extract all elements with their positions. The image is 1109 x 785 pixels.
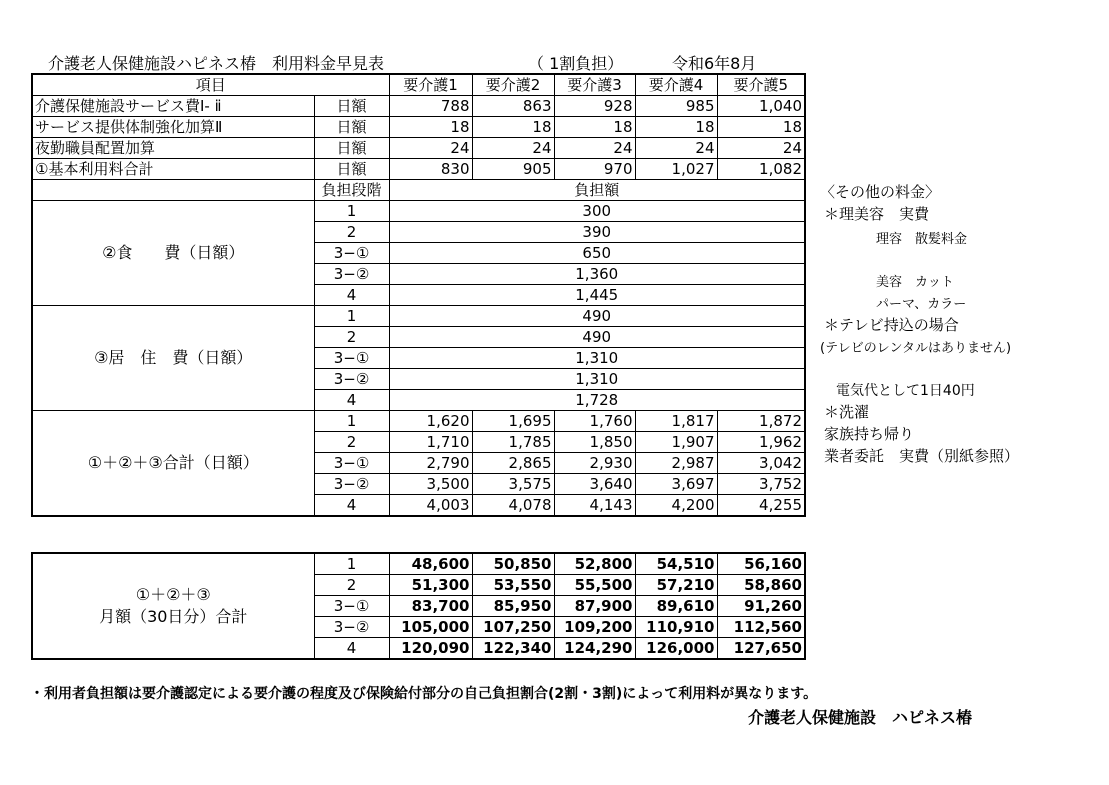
daily-total-value: 2,865 [472,453,554,474]
daily-total-value: 2,790 [389,453,472,474]
daily-total-value: 4,200 [635,495,717,517]
page-title: 介護老人保健施設ハピネス椿 利用料金早見表 [48,54,385,73]
burden-stage: 3−② [314,264,389,285]
monthly-total-value: 55,500 [554,575,635,596]
daily-total-value: 1,620 [389,411,472,432]
service-value: 18 [554,117,635,138]
service-row [32,96,805,117]
service-name: 介護保健施設サービス費Ⅰ- ⅱ [32,96,314,117]
barber-fee: 理容 散髪料金 [876,232,968,247]
service-value: 970 [554,159,635,180]
food-amount: 1,360 [389,264,805,285]
service-name: 夜勤職員配置加算 [32,138,314,159]
service-unit: 日額 [314,96,389,117]
daily-total-value: 1,907 [635,432,717,453]
service-row [32,159,805,180]
food-label: ②食 費（日額） [32,201,314,306]
header-level: 要介護2 [472,74,554,96]
service-value: 1,040 [717,96,805,117]
burden-stage: 2 [314,222,389,243]
service-value: 24 [472,138,554,159]
monthly-total-value: 85,950 [472,596,554,617]
daily-total-value: 4,255 [717,495,805,517]
monthly-total-value: 109,200 [554,617,635,638]
residence-amount: 490 [389,327,805,348]
monthly-total-value: 107,250 [472,617,554,638]
service-row [32,117,805,138]
daily-total-value: 1,850 [554,432,635,453]
monthly-total-value: 112,560 [717,617,805,638]
monthly-total-value: 48,600 [389,553,472,575]
service-value: 24 [389,138,472,159]
monthly-total-value: 56,160 [717,553,805,575]
daily-total-value: 1,760 [554,411,635,432]
monthly-total-value: 83,700 [389,596,472,617]
burden-stage: 3−① [314,453,389,474]
service-name: ①基本利用料合計 [32,159,314,180]
electricity-fee: 電気代として1日40円 [836,383,975,399]
monthly-total-value: 110,910 [635,617,717,638]
daily-total-value: 1,695 [472,411,554,432]
burden-stage: 3−② [314,617,389,638]
burden-stage: 4 [314,638,389,660]
daily-total-value: 3,697 [635,474,717,495]
residence-amount: 1,728 [389,390,805,411]
service-unit: 日額 [314,117,389,138]
burden-stage: 3−① [314,348,389,369]
monthly-total-value: 53,550 [472,575,554,596]
burden-stage: 1 [314,201,389,222]
burden-stage: 3−② [314,369,389,390]
monthly-total-value: 127,650 [717,638,805,660]
monthly-label-line2: 月額（30日分）合計 [99,607,248,626]
daily-total-value: 1,962 [717,432,805,453]
food-amount: 300 [389,201,805,222]
residence-label: ③居 住 費（日額） [32,306,314,411]
service-value: 18 [717,117,805,138]
residence-amount: 1,310 [389,348,805,369]
laundry-fee: ＊洗濯 [824,403,870,421]
daily-total-value: 3,575 [472,474,554,495]
monthly-total-value: 52,800 [554,553,635,575]
burden-stage: 1 [314,306,389,327]
header-level: 要介護3 [554,74,635,96]
laundry-vendor: 業者委託 実費（別紙参照） [824,447,1020,465]
monthly-total-value: 126,000 [635,638,717,660]
tv-note: (テレビのレンタルはありません) [820,341,1012,356]
food-amount: 390 [389,222,805,243]
service-value: 18 [472,117,554,138]
header-level: 要介護1 [389,74,472,96]
daily-total-value: 3,752 [717,474,805,495]
header-item: 項目 [32,74,389,96]
other-fees-heading: 〈その他の料金〉 [820,183,941,201]
service-value: 830 [389,159,472,180]
perm-color-fee: パーマ、カラー [876,297,967,312]
burden-amount-header: 負担額 [389,180,805,201]
burden-stage-header: 負担段階 [314,180,389,201]
monthly-total-value: 87,900 [554,596,635,617]
monthly-total-value: 120,090 [389,638,472,660]
burden-stage: 1 [314,411,389,432]
daily-total-value: 3,500 [389,474,472,495]
service-unit: 日額 [314,138,389,159]
monthly-total-value: 124,290 [554,638,635,660]
burden-header-row [32,180,805,201]
monthly-total-value: 51,300 [389,575,472,596]
burden-stage: 4 [314,285,389,306]
burden-stage: 4 [314,390,389,411]
header-level: 要介護5 [717,74,805,96]
facility-name-footer: 介護老人保健施設 ハピネス椿 [748,708,973,727]
fee-table [31,73,806,517]
service-value: 928 [554,96,635,117]
burden-stage: 2 [314,575,389,596]
burden-header-blank [32,180,314,201]
monthly-label-line1: ①＋②＋③ [135,585,211,604]
daily-total-value: 1,817 [635,411,717,432]
service-value: 905 [472,159,554,180]
daily-total-value: 2,987 [635,453,717,474]
daily-total-row [32,411,805,432]
residence-row [32,306,805,327]
date-label: 令和6年8月 [672,54,757,73]
monthly-total-table [31,552,806,660]
beauty-fee: ＊理美容 実費 [824,205,930,223]
monthly-total-label [32,553,314,659]
daily-total-value: 4,003 [389,495,472,517]
monthly-total-row [32,553,805,575]
header-level: 要介護4 [635,74,717,96]
burden-stage: 3−① [314,243,389,264]
daily-total-value: 1,872 [717,411,805,432]
service-row [32,138,805,159]
service-unit: 日額 [314,159,389,180]
table-header-row [32,74,805,96]
footnote: ・利用者負担額は要介護認定による要介護の程度及び保険給付部分の自己負担割合(2割・3割)によって利用料が異なります。 [30,686,818,702]
burden-stage: 2 [314,432,389,453]
monthly-total-value: 57,210 [635,575,717,596]
monthly-total-value: 54,510 [635,553,717,575]
residence-amount: 490 [389,306,805,327]
monthly-total-value: 91,260 [717,596,805,617]
laundry-family: 家族持ち帰り [824,425,915,443]
service-value: 24 [554,138,635,159]
beauty-cut-fee: 美容 カット [876,275,954,290]
daily-total-value: 3,042 [717,453,805,474]
daily-total-value: 1,785 [472,432,554,453]
burden-stage: 1 [314,553,389,575]
monthly-total-value: 105,000 [389,617,472,638]
service-value: 863 [472,96,554,117]
service-value: 18 [389,117,472,138]
burden-stage: 4 [314,495,389,517]
service-value: 24 [635,138,717,159]
burden-ratio-label: （ 1割負担） [528,54,624,73]
service-value: 1,082 [717,159,805,180]
daily-total-value: 3,640 [554,474,635,495]
daily-total-value: 2,930 [554,453,635,474]
burden-stage: 3−① [314,596,389,617]
monthly-total-value: 50,850 [472,553,554,575]
service-value: 24 [717,138,805,159]
daily-total-value: 4,078 [472,495,554,517]
daily-total-label: ①＋②＋③合計（日額） [32,411,314,517]
daily-total-value: 4,143 [554,495,635,517]
food-amount: 650 [389,243,805,264]
residence-amount: 1,310 [389,369,805,390]
monthly-total-value: 122,340 [472,638,554,660]
food-row [32,201,805,222]
service-value: 1,027 [635,159,717,180]
burden-stage: 2 [314,327,389,348]
service-value: 18 [635,117,717,138]
monthly-total-value: 89,610 [635,596,717,617]
tv-fee: ＊テレビ持込の場合 [824,316,959,334]
monthly-total-value: 58,860 [717,575,805,596]
burden-stage: 3−② [314,474,389,495]
service-value: 985 [635,96,717,117]
daily-total-value: 1,710 [389,432,472,453]
service-value: 788 [389,96,472,117]
food-amount: 1,445 [389,285,805,306]
service-name: サービス提供体制強化加算Ⅱ [32,117,314,138]
